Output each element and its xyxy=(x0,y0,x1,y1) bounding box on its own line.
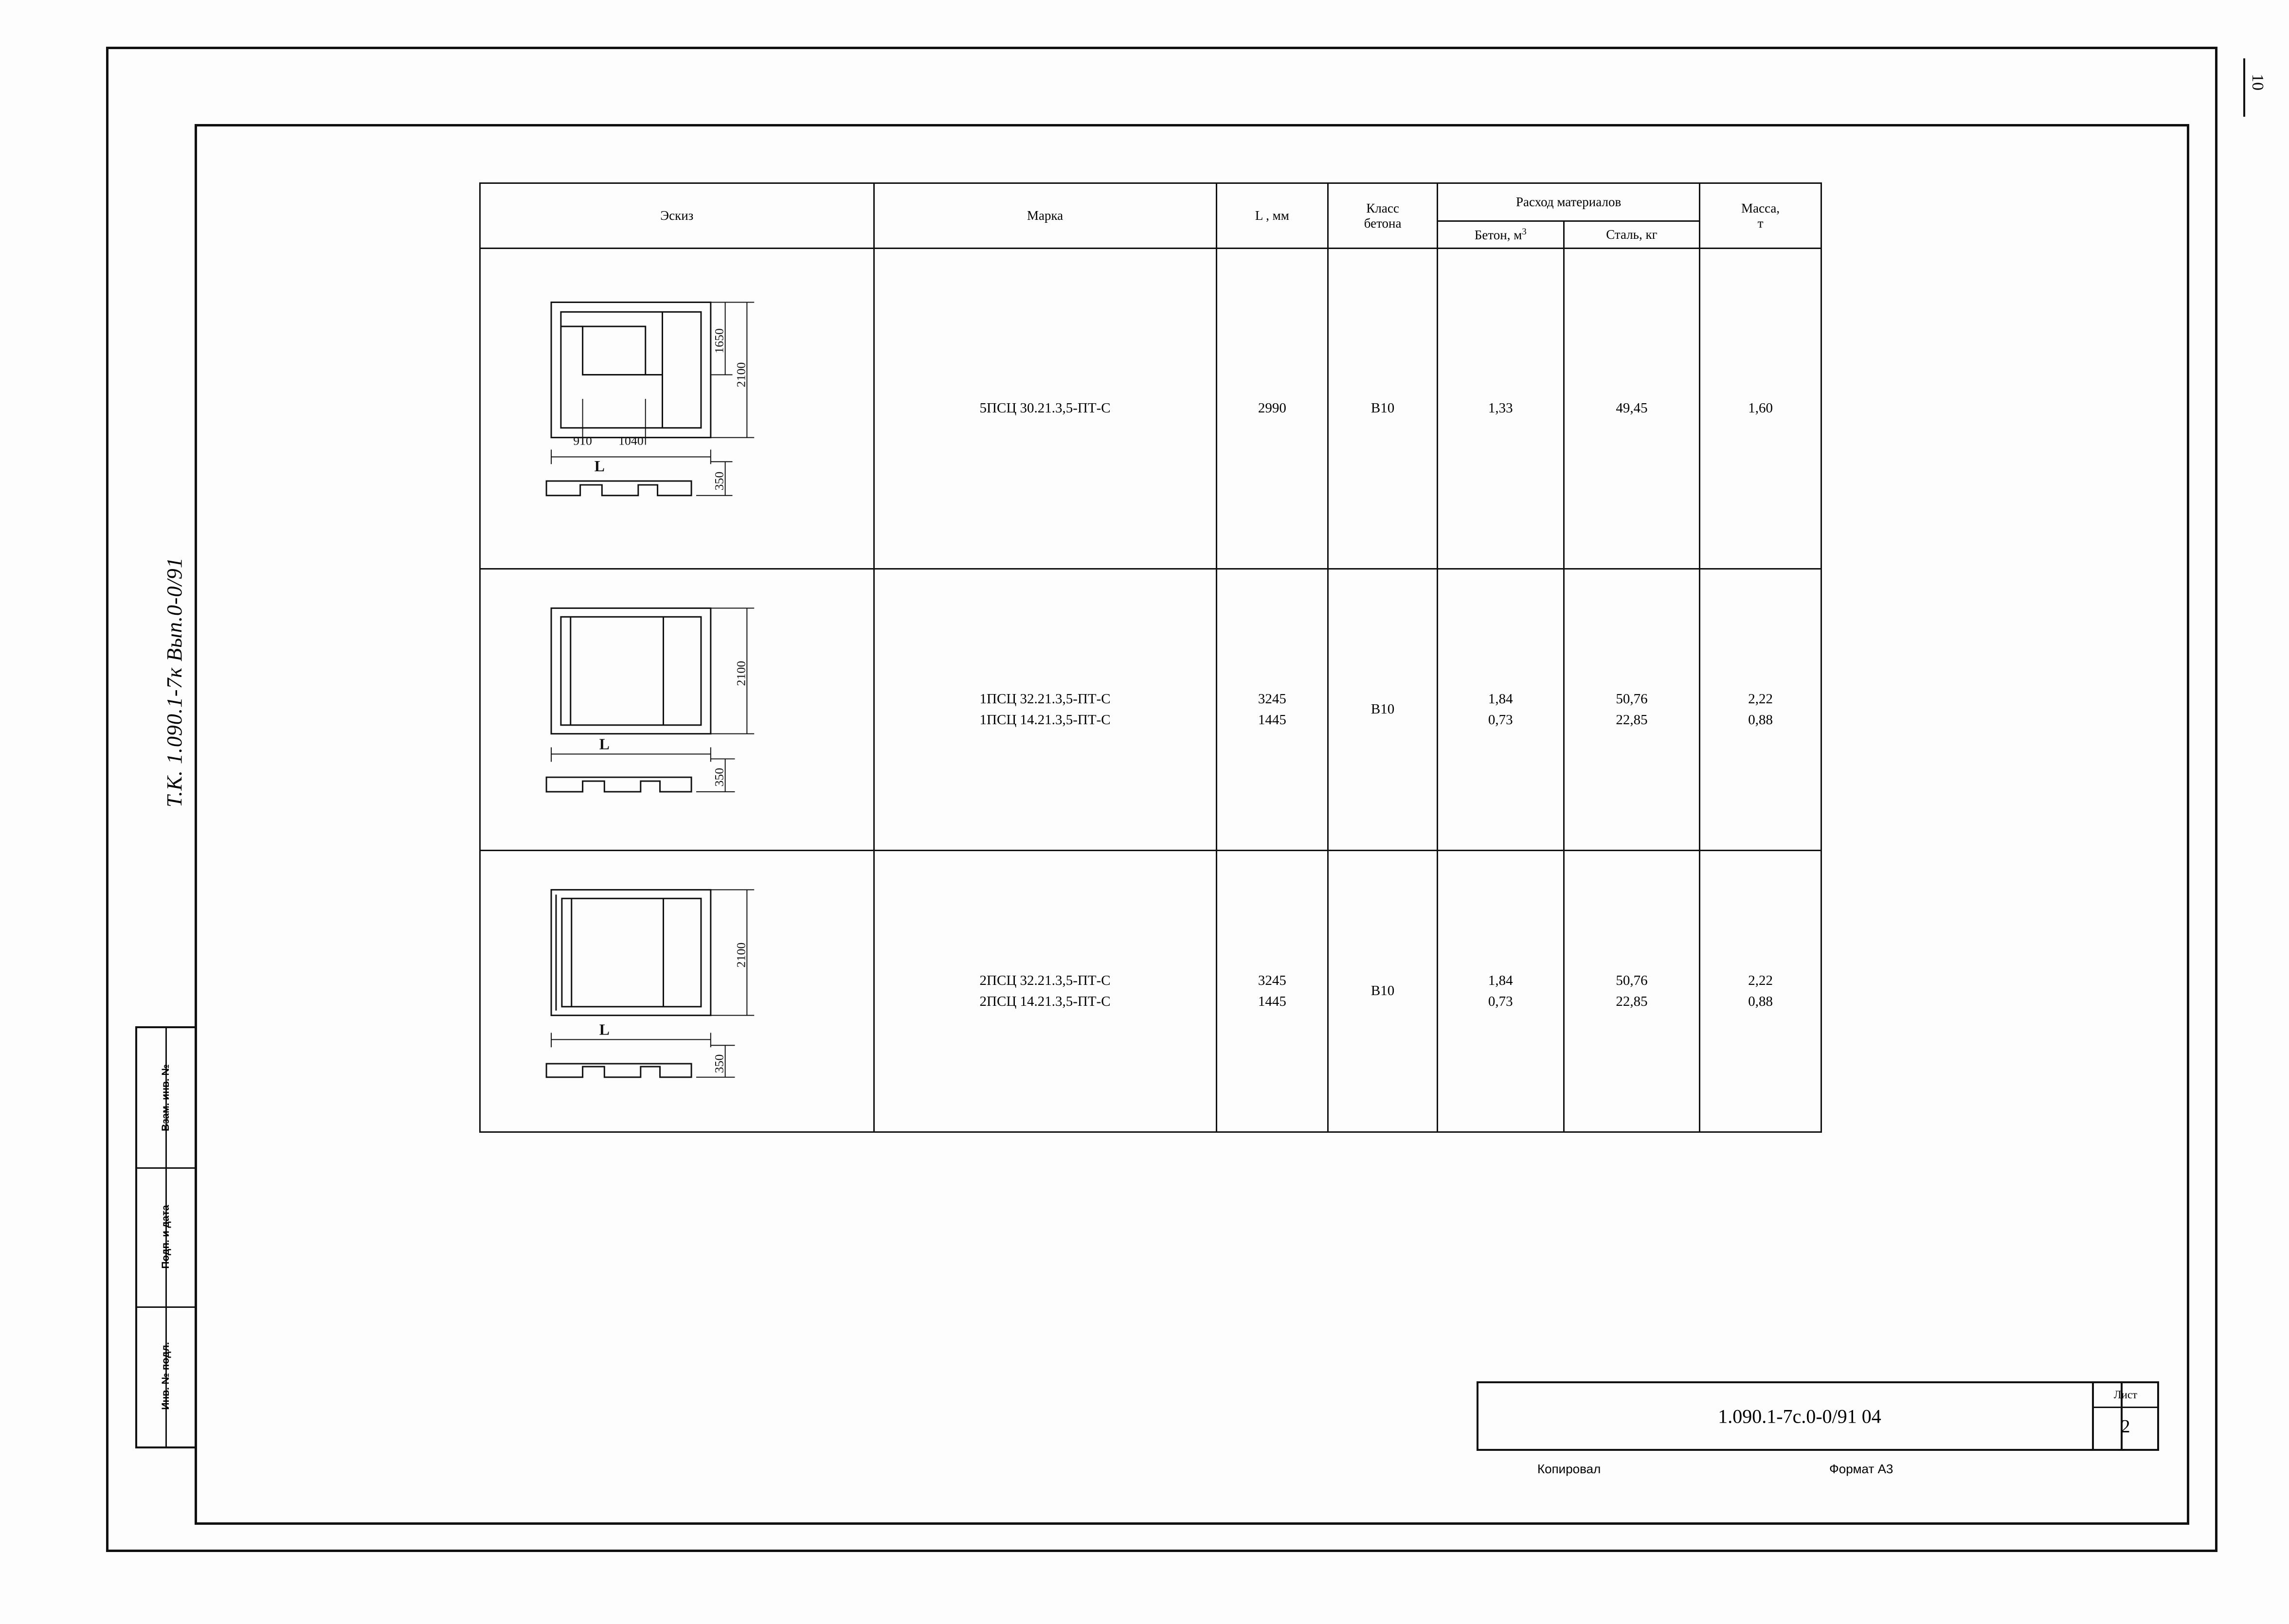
sketch-dim-2100: 2100 xyxy=(734,942,748,968)
cell-steel-3 xyxy=(1564,851,1700,1132)
concrete-value: 0,73 xyxy=(1488,712,1513,728)
sheet-number-block xyxy=(2092,1381,2159,1451)
title-block xyxy=(1477,1381,2123,1451)
sketch-drawing-2 xyxy=(484,573,870,846)
mass-value: 2,22 xyxy=(1748,972,1773,988)
header-concrete-superscript: 3 xyxy=(1522,227,1527,237)
header-mass xyxy=(1700,183,1821,249)
steel-value: 22,85 xyxy=(1616,712,1648,728)
mark-value: 2ПСЦ 14.21.3,5-ПТ-С xyxy=(979,994,1111,1009)
table-row xyxy=(480,851,1821,1132)
length-value: 3245 xyxy=(1258,972,1286,988)
header-steel: Сталь, кг xyxy=(1564,221,1700,249)
sketch-dim-2100: 2100 xyxy=(734,660,748,686)
cell-length-2 xyxy=(1216,569,1328,851)
stamp-cell-2 xyxy=(137,1306,195,1445)
concrete-value: 1,84 xyxy=(1488,691,1513,707)
steel-value: 50,76 xyxy=(1616,972,1648,988)
cell-length-3 xyxy=(1216,851,1328,1132)
header-concrete xyxy=(1437,221,1564,249)
steel-value: 22,85 xyxy=(1616,994,1648,1009)
stamp-label-1: Подп. и дата xyxy=(160,1205,171,1269)
concrete-value: 1,84 xyxy=(1488,972,1513,988)
table-header-row-1 xyxy=(480,183,1821,221)
sketch-dim-L: L xyxy=(594,458,605,475)
cell-concrete-2 xyxy=(1437,569,1564,851)
cell-mass-1 xyxy=(1700,249,1821,569)
header-sketch: Эскиз xyxy=(480,183,874,249)
header-concrete-class xyxy=(1328,183,1438,249)
mark-value: 1ПСЦ 32.21.3,5-ПТ-С xyxy=(979,691,1111,707)
header-length: L , мм xyxy=(1216,183,1328,249)
header-mass-line2: т xyxy=(1757,215,1764,231)
mass-value: 1,60 xyxy=(1748,400,1773,416)
cell-mass-2 xyxy=(1700,569,1821,851)
cell-class-3: В10 xyxy=(1328,851,1438,1132)
cell-class-2: В10 xyxy=(1328,569,1438,851)
sketch-cell-1 xyxy=(480,249,874,569)
specification-table xyxy=(479,182,1822,1133)
steel-value: 49,45 xyxy=(1616,400,1648,416)
cell-concrete-3 xyxy=(1437,851,1564,1132)
table-row xyxy=(480,249,1821,569)
sketch-dim-L: L xyxy=(599,1021,610,1038)
table-row xyxy=(480,569,1821,851)
vertical-document-code: Т.К. 1.090.1-7к Вып.0-0/91 xyxy=(162,557,186,807)
drawing-code: 1.090.1-7с.0-0/91 04 xyxy=(1718,1405,1881,1427)
sketch-cell-2 xyxy=(480,569,874,851)
sketch-cell-3 xyxy=(480,851,874,1132)
sketch-dim-350: 350 xyxy=(712,767,726,787)
sketch-dim-350: 350 xyxy=(712,471,726,491)
sketch-drawing-1 xyxy=(484,253,870,564)
length-value: 2990 xyxy=(1258,400,1286,416)
mass-value: 0,88 xyxy=(1748,712,1773,728)
cell-mass-3 xyxy=(1700,851,1821,1132)
cell-steel-1 xyxy=(1564,249,1700,569)
sketch-drawing-3 xyxy=(484,855,870,1127)
length-value: 1445 xyxy=(1258,994,1286,1009)
header-concrete-class-line1: Класс xyxy=(1366,200,1399,215)
header-concrete-class-line2: бетона xyxy=(1364,215,1402,231)
header-consumption: Расход материалов xyxy=(1437,183,1699,221)
cell-class-1: В10 xyxy=(1328,249,1438,569)
mass-value: 2,22 xyxy=(1748,691,1773,707)
header-concrete-text: Бетон, м xyxy=(1474,228,1522,242)
cell-concrete-1 xyxy=(1437,249,1564,569)
sketch-dim-910: 910 xyxy=(573,433,592,448)
stamp-label-2: Инв. № подл. xyxy=(160,1341,171,1410)
mark-value: 1ПСЦ 14.21.3,5-ПТ-С xyxy=(979,712,1111,728)
cell-mark-3 xyxy=(874,851,1216,1132)
concrete-value: 0,73 xyxy=(1488,994,1513,1009)
footer-copied: Копировал xyxy=(1537,1462,1601,1476)
cell-steel-2 xyxy=(1564,569,1700,851)
length-value: 3245 xyxy=(1258,691,1286,707)
stamp-cell-1 xyxy=(137,1167,195,1308)
sheet-value: 2 xyxy=(2121,1416,2130,1437)
stamp-label-0: Взам. инв. № xyxy=(160,1064,171,1131)
length-value: 1445 xyxy=(1258,712,1286,728)
header-mass-line1: Масса, xyxy=(1741,200,1780,215)
concrete-value: 1,33 xyxy=(1488,400,1513,416)
mass-value: 0,88 xyxy=(1748,994,1773,1009)
sketch-dim-2100: 2100 xyxy=(734,362,748,388)
left-stamp-column xyxy=(135,1026,197,1448)
page-number-tab xyxy=(2243,58,2274,117)
sketch-dim-L: L xyxy=(599,735,610,753)
header-mark: Марка xyxy=(874,183,1216,249)
steel-value: 50,76 xyxy=(1616,691,1648,707)
stamp-cell-0 xyxy=(137,1028,195,1169)
sketch-dim-1040: 1040 xyxy=(618,433,644,448)
mark-value: 5ПСЦ 30.21.3,5-ПТ-С xyxy=(979,400,1111,416)
sketch-dim-350: 350 xyxy=(712,1054,726,1073)
mark-value: 2ПСЦ 32.21.3,5-ПТ-С xyxy=(979,972,1111,988)
page-number: 10 xyxy=(2249,74,2267,90)
footer-format: Формат А3 xyxy=(1829,1462,1893,1476)
cell-mark-1 xyxy=(874,249,1216,569)
sketch-dim-1650: 1650 xyxy=(712,328,726,354)
cell-mark-2 xyxy=(874,569,1216,851)
sheet-label: Лист xyxy=(2094,1383,2157,1408)
cell-length-1 xyxy=(1216,249,1328,569)
